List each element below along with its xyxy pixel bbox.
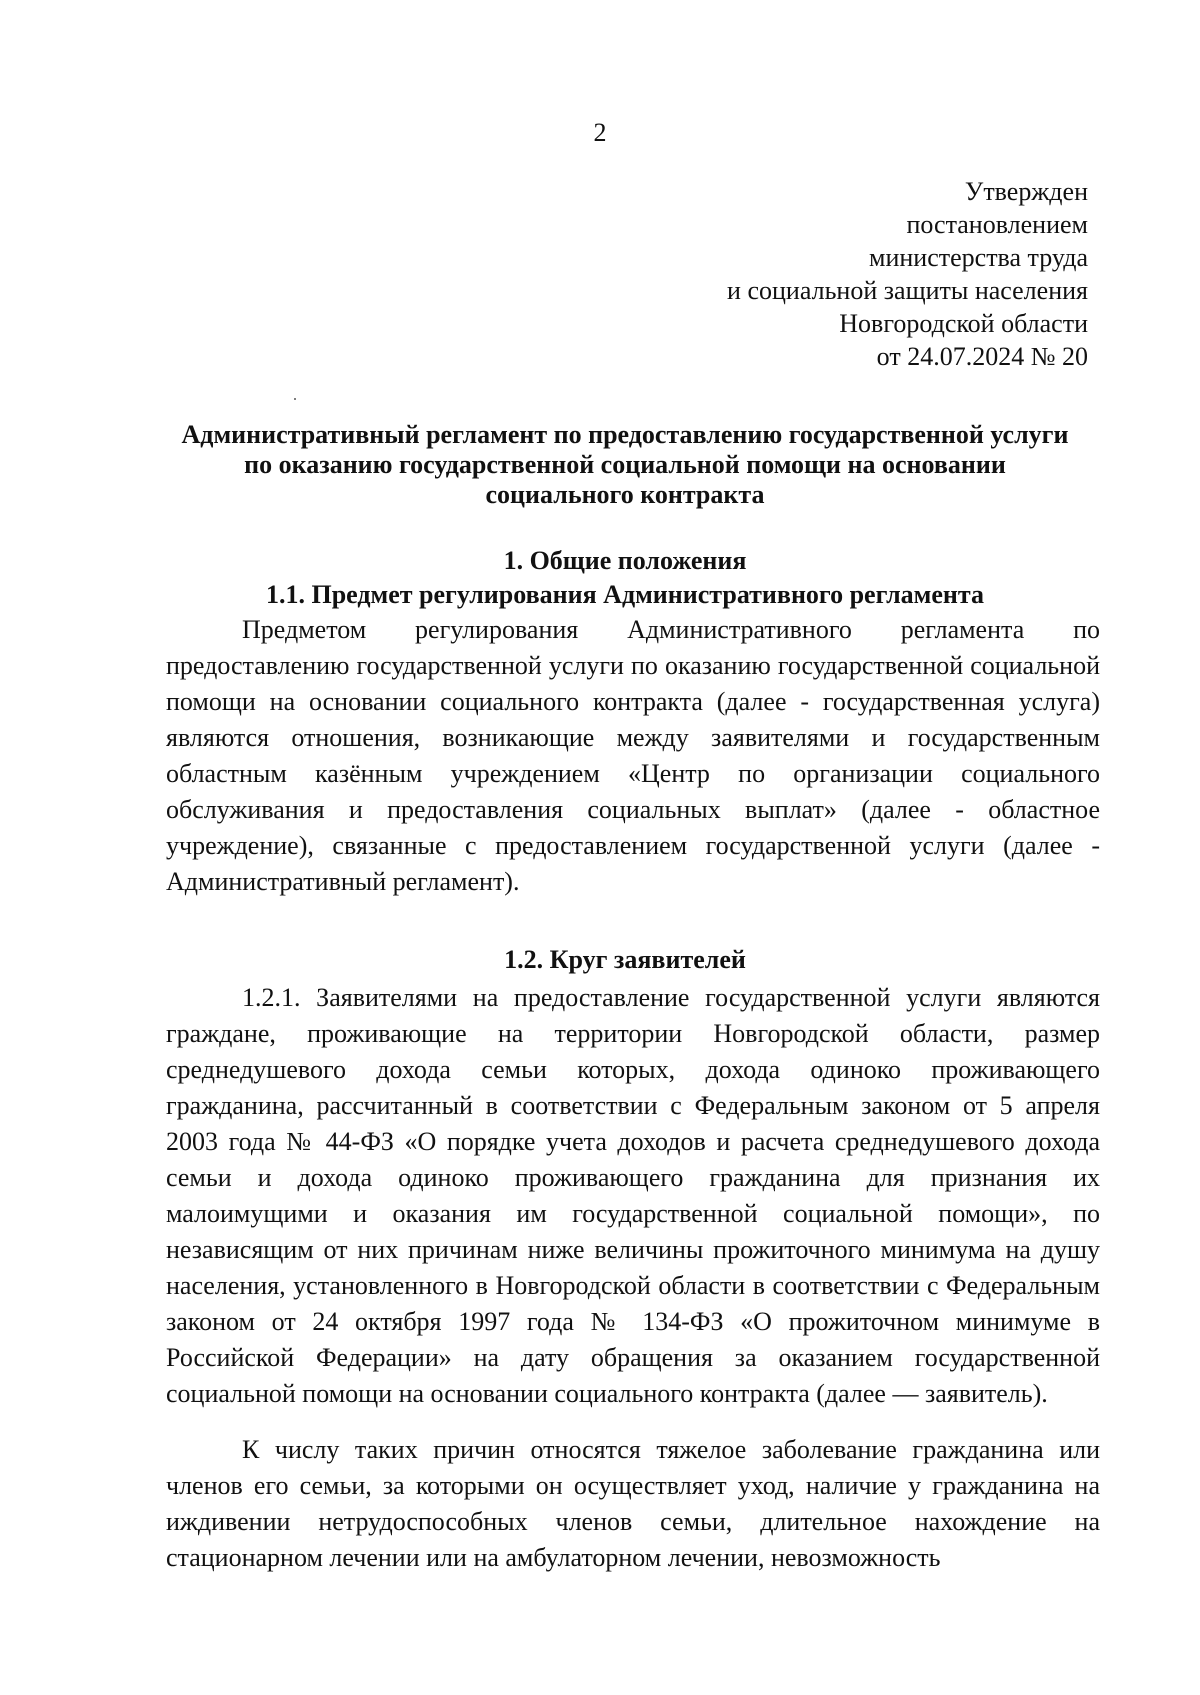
approval-line: постановлением xyxy=(906,210,1088,239)
approval-stamp-block xyxy=(568,175,1088,373)
document-title-line: социального контракта xyxy=(485,480,765,509)
document-title-line: по оказанию государственной социальной помощи на основании xyxy=(244,450,1006,479)
subsection-1-2-heading: 1.2. Круг заявителей xyxy=(504,945,746,974)
approval-line: Новгородской области xyxy=(839,309,1088,338)
approval-line: от 24.07.2024 № 20 xyxy=(876,342,1088,371)
paragraph-1-2-1-continuation: К числу таких причин относятся тяжелое заболевание гражданина или членов его семьи, за которыми он осуществляет уход, наличие у гражданина на иждивении нетрудоспособных членов семьи, длительное нахождение на стационарном лечении или на амбулаторном лечении, невозможность xyxy=(166,1435,1100,1572)
document-title-line: Административный регламент по предоставлению государственной услуги xyxy=(181,420,1069,449)
subsection-1-1-text: Предметом регулирования Административного регламента по предоставлению государственной услуги по оказанию государственной социальной помощи на основании социального контракта (далее - государственная услуга) являются отношения, возникающие между заявителями и государственным областным казённым учреждением «Центр по организации социального обслуживания и предоставления социальных выплат» (далее - областное учреждение), связанные с предоставлением государственной услуги (далее - Административный регламент). xyxy=(166,615,1100,896)
approval-line: и социальной защиты населения xyxy=(727,276,1088,305)
approval-line: Утвержден xyxy=(964,177,1088,206)
paragraph-1-2-1: 1.2.1. Заявителями на предоставление государственной услуги являются граждане, проживающие на территории Новгородской области, размер среднедушевого дохода семьи которых, дохода одиноко проживающего гражданина, рассчитанный в соответствии с Федеральным законом от 5 апреля 2003 года № 44-ФЗ «О порядке учета доходов и расчета среднедушевого дохода семьи и дохода одиноко проживающего гражданина для признания их малоимущими и оказания им государственной социальной помощи», по независящим от них причинам ниже величины прожиточного минимума на душу населения, установленного в Новгородской области в соответствии с Федеральным законом от 24 октября 1997 года № 134-ФЗ «О прожиточном минимуме в Российской Федерации» на дату обращения за оказанием государственной социальной помощи на основании социального контракта (далее — заявитель). xyxy=(166,983,1100,1408)
section-1-heading: 1. Общие положения xyxy=(503,546,747,575)
scan-speck xyxy=(294,398,296,400)
document-title xyxy=(150,420,1100,510)
page-number: 2 xyxy=(593,118,607,147)
approval-line: министерства труда xyxy=(869,243,1088,272)
subsection-1-1-heading: 1.1. Предмет регулирования Административного регламента xyxy=(266,580,984,609)
